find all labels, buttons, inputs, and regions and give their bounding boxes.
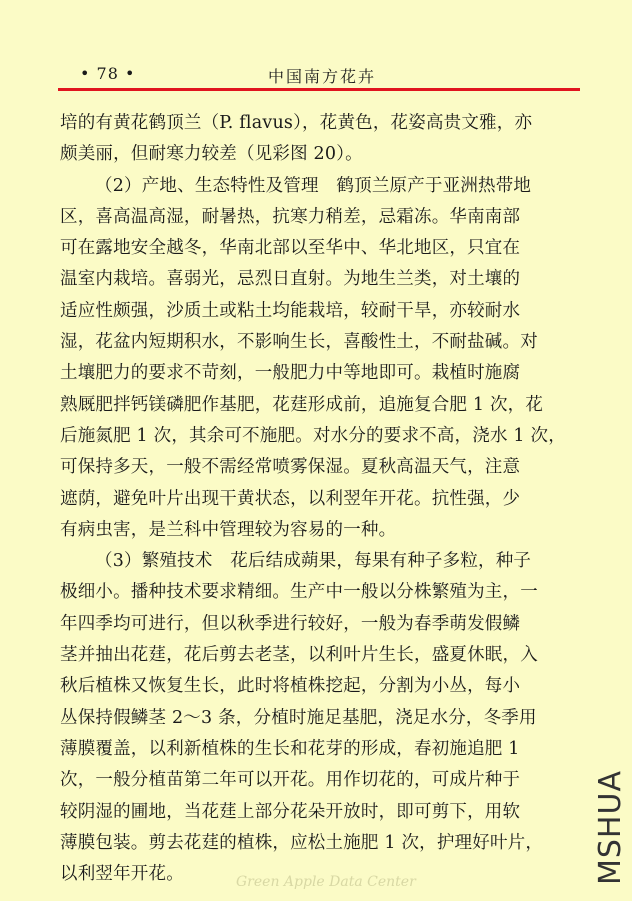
text-line: 薄膜覆盖，以利新植株的生长和花芽的形成，春初施追肥 1 — [60, 738, 520, 759]
text-line: 后施氮肥 1 次，其余可不施肥。对水分的要求不高，浇水 1 次， — [60, 425, 566, 446]
text-line: 熟厩肥拌钙镁磷肥作基肥，花莛形成前，追施复合肥 1 次，花 — [60, 394, 544, 415]
text-line: 有病虫害，是兰科中管理较为容易的一种。 — [60, 519, 397, 540]
text-line: 区，喜高温高湿，耐暑热，抗寒力稍差，忌霜冻。华南南部 — [60, 206, 521, 227]
text-line: 适应性颇强，沙质土或粘土均能栽培，较耐干旱，亦较耐水 — [60, 300, 521, 321]
text-line: 较阴湿的圃地，当花莛上部分花朵开放时，即可剪下，用软 — [60, 801, 521, 822]
section-heading-line: （2）产地、生态特性及管理 鹤顶兰原产于亚洲热带地 — [95, 175, 532, 196]
page-number: • 78 • — [80, 64, 136, 83]
text-line: 可在露地安全越冬，华南北部以至华中、华北地区，只宜在 — [60, 238, 521, 259]
side-watermark: MSHUA — [593, 770, 628, 885]
text-line: 茎并抽出花莛，花后剪去老茎，以利叶片生长，盛夏休眠，入 — [60, 645, 538, 666]
text-line: 颇美丽，但耐寒力较差（见彩图 20）。 — [60, 144, 363, 165]
running-title: 中国南方花卉 — [268, 67, 377, 86]
bottom-watermark: Green Apple Data Center — [236, 874, 416, 890]
text-line: 次，一般分植苗第二年可以开花。用作切花的，可成片种于 — [60, 770, 521, 791]
page-header — [58, 62, 580, 90]
text-line: 土壤肥力的要求不苛刻，一般肥力中等地即可。栽植时施腐 — [60, 363, 521, 384]
section-heading-line: （3）繁殖技术 花后结成蒴果，每果有种子多粒，种子 — [95, 551, 532, 572]
text-line: 丛保持假鳞茎 2～3 条，分植时施足基肥，浇足水分，冬季用 — [60, 707, 537, 728]
text-line: 温室内栽培。喜弱光，忌烈日直射。为地生兰类，对土壤的 — [60, 269, 521, 290]
text-line: 遮荫，避免叶片出现干黄状态，以利翌年开花。抗性强，少 — [60, 488, 521, 509]
text-line: 极细小。播种技术要求精细。生产中一般以分株繁殖为主，一 — [60, 582, 538, 603]
text-line: 秋后植株又恢复生长，此时将植株挖起，分割为小丛，每小 — [60, 676, 521, 697]
text-line: 薄膜包装。剪去花莛的植株，应松土施肥 1 次，护理好叶片， — [60, 832, 544, 853]
text-line: 以利翌年开花。 — [60, 864, 184, 885]
header-rule — [58, 88, 580, 91]
text-line: 可保持多天，一般不需经常喷雾保湿。夏秋高温天气，注意 — [60, 457, 521, 478]
text-line: 年四季均可进行，但以秋季进行较好，一般为春季萌发假鳞 — [60, 613, 521, 634]
text-line: 湿，花盆内短期积水，不影响生长，喜酸性土，不耐盐碱。对 — [60, 332, 538, 353]
text-line: 培的有黄花鹤顶兰（P. flavus），花黄色，花姿高贵文雅，亦 — [60, 113, 533, 133]
body-text — [60, 108, 582, 890]
